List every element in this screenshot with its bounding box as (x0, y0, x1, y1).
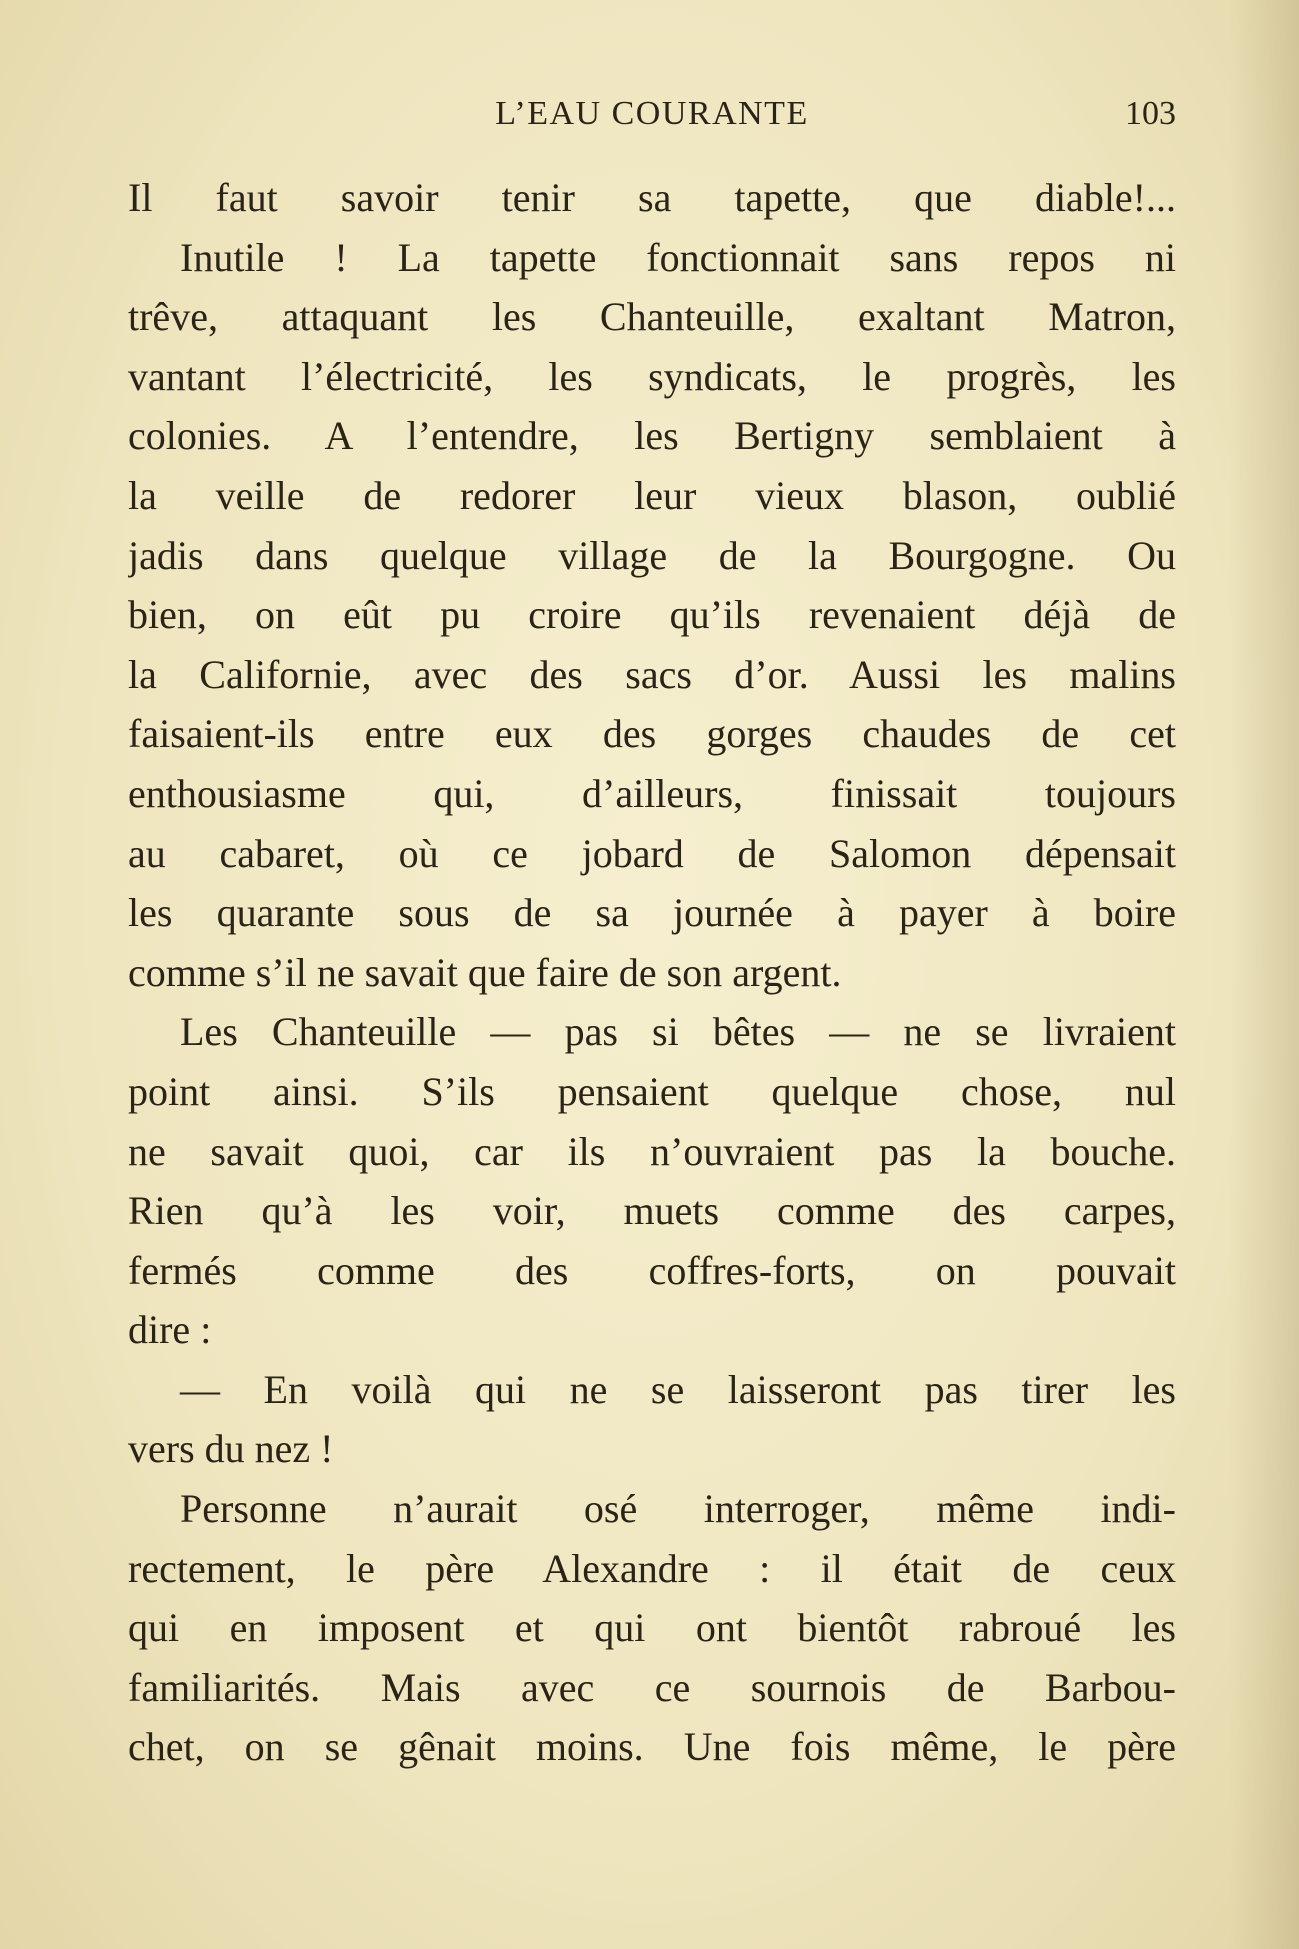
text-line: vantant l’électricité, les syndicats, le progrès, les (128, 353, 1176, 399)
text-line: la veille de redorer leur vieux blason, oublié (128, 472, 1176, 518)
page-edge-shadow (1229, 0, 1299, 1949)
text-line: fermés comme des coffres-forts, on pouvait (128, 1247, 1176, 1293)
text-line: rectement, le père Alexandre : il était de ceux (128, 1545, 1176, 1591)
text-line: Il faut savoir tenir sa tapette, que diable!... (128, 175, 1176, 220)
text-line: Rien qu’à les voir, muets comme des carpes, (128, 1188, 1176, 1234)
text-line: qui en imposent et qui ont bientôt rabroué les (128, 1605, 1176, 1651)
text-line: la Californie, avec des sacs d’or. Aussi les malins (128, 651, 1176, 697)
text-line: chet, on se gênait moins. Une fois même, le père (128, 1724, 1176, 1770)
text-line: bien, on eût pu croire qu’ils revenaient déjà de (128, 592, 1176, 638)
text-line: faisaient-ils entre eux des gorges chaudes de cet (128, 711, 1176, 757)
text-line: Inutile ! La tapette fonctionnait sans repos ni (180, 234, 1176, 280)
page-number: 103 (1125, 95, 1176, 132)
running-head (128, 92, 1176, 136)
text-line: ne savait quoi, car ils n’ouvraient pas la bouche. (128, 1128, 1176, 1174)
text-line: trêve, attaquant les Chanteuille, exaltant Matron, (128, 294, 1176, 340)
running-title: L’EAU COURANTE (495, 95, 809, 132)
text-line: vers du nez ! (128, 1426, 334, 1472)
text-line: dire : (128, 1307, 212, 1353)
text-line: les quarante sous de sa journée à payer à boire (128, 890, 1176, 936)
text-line: colonies. A l’entendre, les Bertigny semblaient à (128, 413, 1176, 459)
text-line: comme s’il ne savait que faire de son argent. (128, 949, 842, 995)
body-text (128, 168, 1176, 1777)
text-line: Les Chanteuille — pas si bêtes — ne se livraient (180, 1009, 1176, 1055)
text-line: au cabaret, où ce jobard de Salomon dépensait (128, 830, 1176, 876)
text-line: familiarités. Mais avec ce sournois de Barbou- (128, 1664, 1176, 1710)
text-line: point ainsi. S’ils pensaient quelque chose, nul (128, 1068, 1176, 1114)
text-line: — En voilà qui ne se laisseront pas tirer les (180, 1366, 1176, 1412)
text-line: Personne n’aurait osé interroger, même indi- (180, 1486, 1176, 1532)
text-line: enthousiasme qui, d’ailleurs, finissait toujours (128, 770, 1176, 816)
text-line: jadis dans quelque village de la Bourgogne. Ou (128, 532, 1176, 578)
